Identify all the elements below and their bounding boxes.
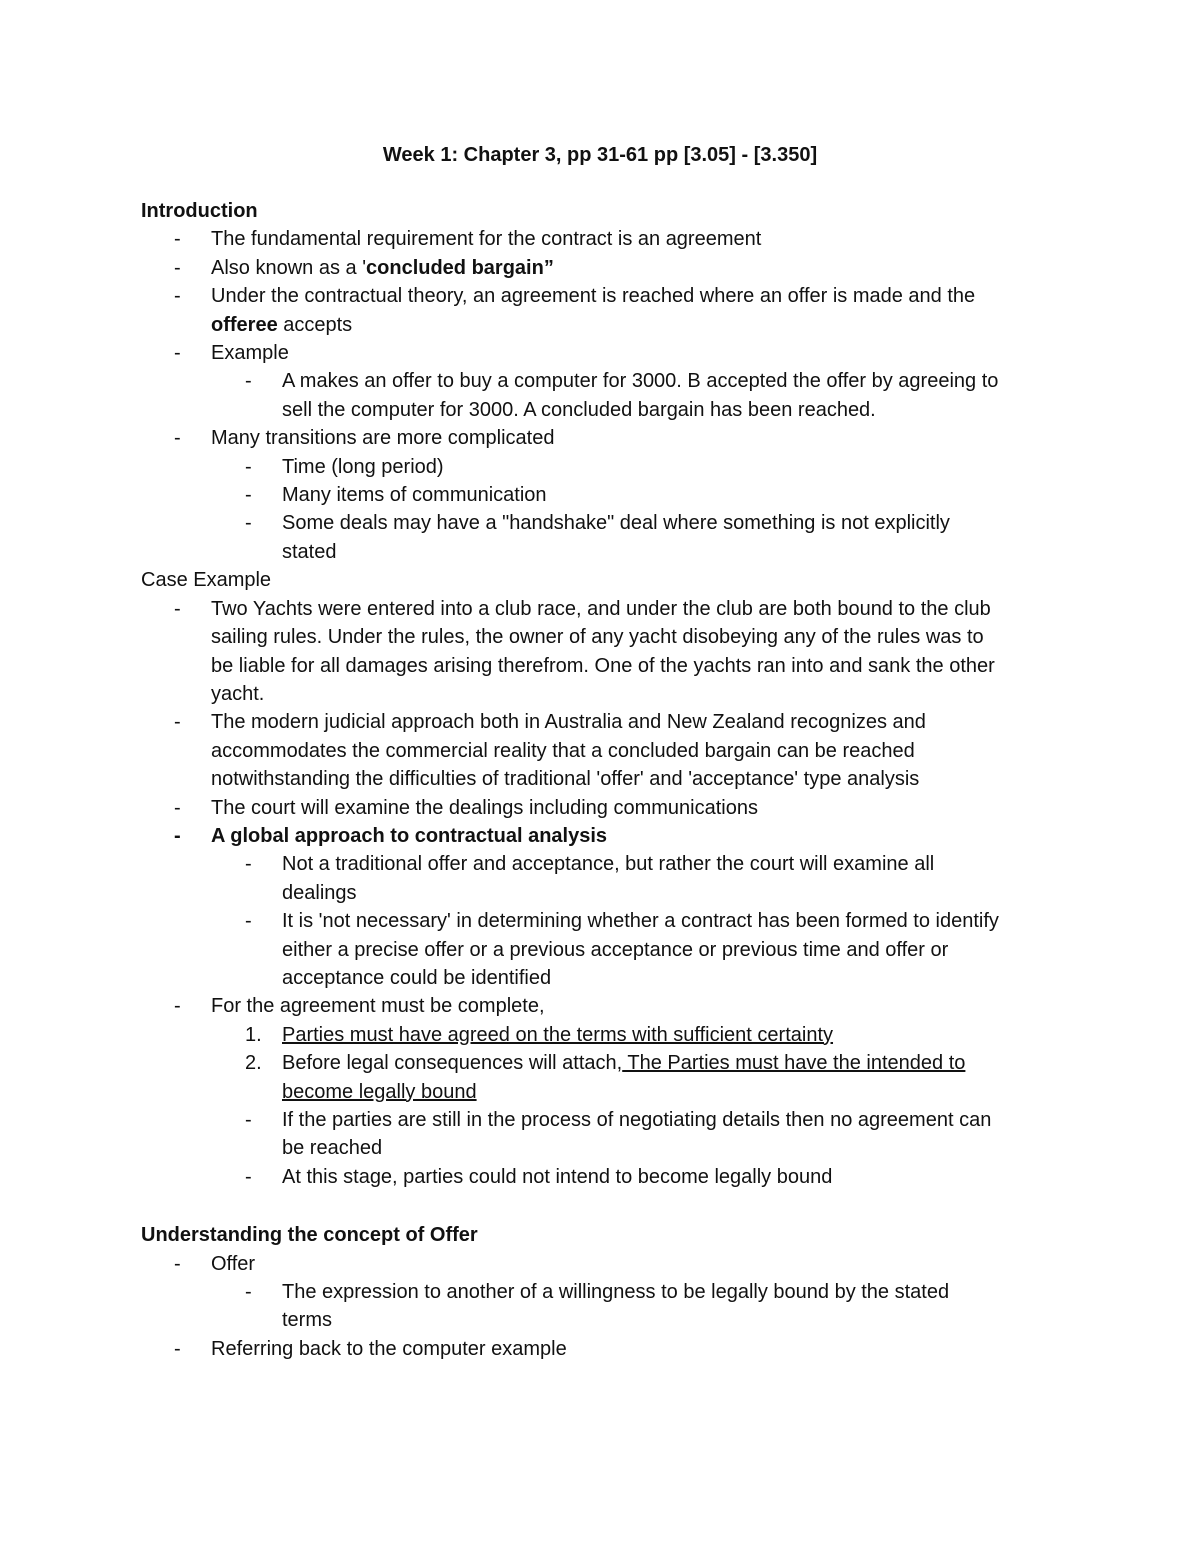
list-item-text: If the parties are still in the process of negotiating details then no agreement can <box>282 1109 992 1131</box>
list-item-text: For the agreement must be complete, <box>211 995 545 1018</box>
bold-term: concluded bargain” <box>366 256 554 279</box>
bullet-marker: - <box>245 910 252 933</box>
list-item-text: sailing rules. Under the rules, the owner of any yacht disobeying any of the rules was to <box>211 626 984 649</box>
bullet-marker: - <box>174 796 181 819</box>
number-marker: 2. <box>245 1052 262 1075</box>
list-item-text: acceptance could be identified <box>282 966 552 989</box>
bullet-marker: - <box>174 1252 181 1275</box>
sub-list-item <box>141 850 1071 907</box>
sub-list-item <box>141 481 1071 509</box>
list-item <box>141 595 1071 709</box>
list-item-text: sell the computer for 3000. A concluded bargain has been reached. <box>282 398 876 421</box>
bullet-marker: - <box>245 1109 252 1131</box>
list-item-text: Under the contractual theory, an agreement is reached where an offer is made and the <box>211 285 976 308</box>
list-item <box>141 708 1071 793</box>
bullet-marker: - <box>245 1281 252 1304</box>
sub-list-item <box>141 1106 1071 1163</box>
list-item-text: Referring back to the computer example <box>211 1337 567 1360</box>
list-item-text: Before legal consequences will attach, <box>282 1052 623 1075</box>
list-item-text: A global approach to contractual analysis <box>211 824 608 847</box>
bullet-marker: - <box>245 512 252 535</box>
section-heading-case-example: Case Example <box>141 569 272 592</box>
bullet-marker: - <box>174 228 181 251</box>
list-item-text: terms <box>282 1309 332 1332</box>
list-item <box>141 339 1071 367</box>
list-item <box>141 822 1071 850</box>
list-item-text: The modern judicial approach both in Australia and New Zealand recognizes and <box>211 711 926 734</box>
list-item <box>141 794 1071 822</box>
underlined-text: The Parties must have the intended to <box>622 1052 966 1075</box>
list-item <box>141 254 1071 282</box>
sub-list-item <box>141 907 1071 992</box>
numbered-item <box>141 1049 1071 1106</box>
list-item-text: It is 'not necessary' in determining whether a contract has been formed to identify <box>282 910 999 933</box>
list-item <box>141 1335 1071 1363</box>
bullet-marker: - <box>245 853 252 876</box>
list-item-text: Also known as a ' <box>211 256 367 279</box>
list-item-text: notwithstanding the difficulties of traditional 'offer' and 'acceptance' type analysis <box>211 768 920 791</box>
list-item-text: Some deals may have a "handshake" deal where something is not explicitly <box>282 512 950 535</box>
sub-list-item <box>141 367 1071 424</box>
bullet-marker: - <box>174 427 181 450</box>
bullet-marker: - <box>245 484 252 507</box>
bullet-marker: - <box>174 285 181 308</box>
list-item-text: Example <box>211 342 289 365</box>
list-item-text: yacht. <box>211 682 265 705</box>
bold-term: offeree <box>211 313 278 336</box>
list-item <box>141 424 1071 452</box>
bullet-marker: - <box>174 342 181 365</box>
list-item <box>141 282 1071 339</box>
list-item-text: Many items of communication <box>282 484 547 507</box>
bullet-marker: - <box>174 256 181 279</box>
list-item <box>141 1250 1071 1278</box>
document-title: Week 1: Chapter 3, pp 31-61 pp [3.05] - [3.350] <box>382 144 818 166</box>
underlined-text: become legally bound <box>282 1080 477 1103</box>
list-item-text: The court will examine the dealings including communications <box>211 796 758 819</box>
list-item-text: accommodates the commercial reality that a concluded bargain can be reached <box>211 739 915 762</box>
numbered-item <box>141 1021 1071 1049</box>
list-item-text: Offer <box>211 1252 256 1275</box>
list-item-text: accepts <box>277 313 353 336</box>
bullet-marker: - <box>174 597 181 620</box>
list-item-text: The expression to another of a willingness to be legally bound by the stated <box>282 1281 950 1304</box>
list-item-text: Not a traditional offer and acceptance, but rather the court will examine all <box>282 853 935 876</box>
list-item-text: Parties must have agreed on the terms with sufficient certainty <box>282 1023 834 1046</box>
bullet-marker: - <box>174 824 181 847</box>
list-item <box>141 992 1071 1020</box>
list-item-text: Two Yachts were entered into a club race, and under the club are both bound to the club <box>211 597 991 620</box>
bullet-marker: - <box>245 455 252 478</box>
bullet-marker: - <box>174 711 181 734</box>
bullet-marker: - <box>245 1165 252 1188</box>
sub-list-item <box>141 1163 1071 1191</box>
number-marker: 1. <box>245 1023 262 1046</box>
document-body <box>141 197 1071 1363</box>
list-item-text: be liable for all damages arising therefrom. One of the yachts ran into and sank the other <box>211 654 995 677</box>
bullet-marker: - <box>174 995 181 1018</box>
section-heading-introduction: Introduction <box>141 200 258 222</box>
list-item <box>141 225 1071 253</box>
list-item-text: The fundamental requirement for the contract is an agreement <box>211 228 762 251</box>
list-item-text: Time (long period) <box>282 455 444 478</box>
spacer <box>141 1191 1071 1221</box>
section-heading-offer: Understanding the concept of Offer <box>141 1224 478 1247</box>
list-item-text: A makes an offer to buy a computer for 3000. B accepted the offer by agreeing to <box>282 370 999 393</box>
list-item-text: dealings <box>282 881 357 904</box>
list-item-text: stated <box>282 540 337 563</box>
sub-list-item <box>141 453 1071 481</box>
list-item-text: either a precise offer or a previous acceptance or previous time and offer or <box>282 938 949 961</box>
bullet-marker: - <box>245 370 252 393</box>
bullet-marker: - <box>174 1337 181 1360</box>
list-item-text: Many transitions are more complicated <box>211 427 555 450</box>
list-item-text: be reached <box>282 1137 383 1160</box>
sub-list-item <box>141 509 1071 566</box>
list-item-text: At this stage, parties could not intend to become legally bound <box>282 1165 833 1188</box>
sub-list-item <box>141 1278 1071 1335</box>
